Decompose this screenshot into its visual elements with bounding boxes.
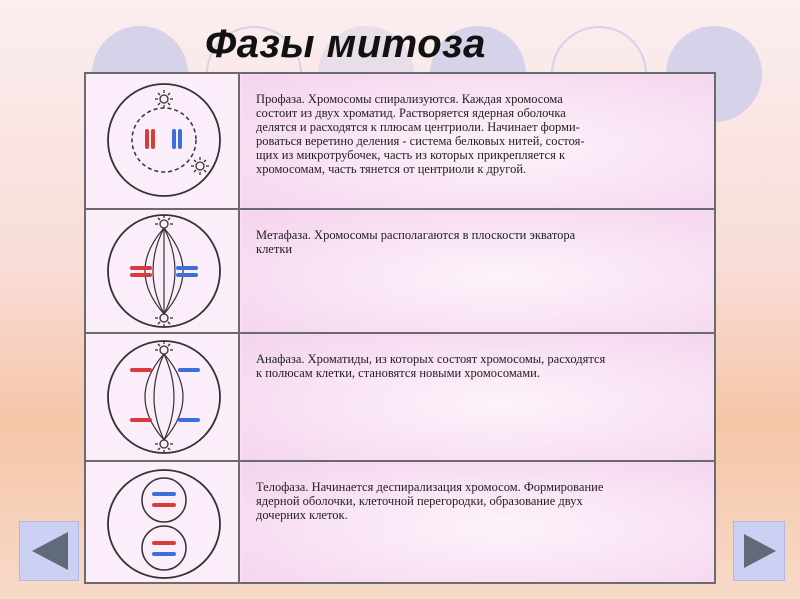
chromosome-red [152, 541, 176, 545]
cell-membrane [108, 470, 220, 578]
chromosome-blue [172, 129, 176, 149]
centriole-icon [155, 215, 173, 228]
centriole-icon [155, 440, 173, 453]
anaphase-diagram [86, 334, 240, 460]
centriole-icon [155, 314, 173, 327]
phase-description [242, 334, 714, 460]
cell-membrane [108, 84, 220, 196]
chromatid-red [130, 368, 152, 372]
nuclear-envelope [132, 108, 196, 172]
prophase-diagram [86, 74, 240, 208]
chromosome-blue [178, 129, 182, 149]
triangle-left-icon [20, 522, 78, 580]
telophase-text: Телофаза. Начинается деспирализация хромосом. Формирование ядерной оболочки, клеточной перегородки, образование двух дочерних клеток. [256, 480, 604, 522]
previous-slide-button[interactable] [19, 521, 79, 581]
triangle-right-icon [734, 522, 784, 580]
centriole-icon [191, 157, 209, 175]
mitosis-phases-table [84, 72, 716, 584]
chromatid-red [130, 418, 152, 422]
phase-row-metaphase [86, 210, 714, 334]
anaphase-text: Анафаза. Хроматиды, из которых состоят хромосомы, расходятся к полюсам клетки, становятся новыми хромосомами. [256, 352, 606, 380]
chromatid-blue [178, 418, 200, 422]
chromosome-red [151, 129, 155, 149]
daughter-nucleus [142, 478, 186, 522]
page-title: Фазы митоза [205, 22, 486, 66]
cell-membrane [108, 341, 220, 453]
phase-description [242, 74, 714, 208]
daughter-nucleus [142, 526, 186, 570]
next-slide-button[interactable] [733, 521, 785, 581]
spindle-fibers [145, 228, 183, 314]
phase-row-prophase [86, 74, 714, 210]
chromosome-red [130, 266, 152, 270]
phase-row-anaphase [86, 334, 714, 462]
phase-description [242, 462, 714, 582]
phase-description [242, 210, 714, 332]
chromosome-red [130, 273, 152, 277]
phase-row-telophase [86, 462, 714, 582]
centriole-icon [155, 341, 173, 354]
metaphase-text: Метафаза. Хромосомы располагаются в плоскости экватора клетки [256, 228, 576, 256]
chromatid-blue [178, 368, 200, 372]
metaphase-diagram [86, 210, 240, 332]
telophase-diagram [86, 462, 240, 582]
spindle-fibers [145, 354, 183, 440]
chromosome-blue [152, 492, 176, 496]
chromosome-blue [176, 273, 198, 277]
chromosome-red [152, 503, 176, 507]
chromosome-blue [176, 266, 198, 270]
chromosome-red [145, 129, 149, 149]
chromosome-blue [152, 552, 176, 556]
prophase-text: Профаза. Хромосомы спирализуются. Каждая хромосома состоит из двух хроматид. Растворяется ядерная оболочка делятся и расходятся к плюсам центриоли. Начинает форми- роваться веретино деления - система белковых нитей, состоя- щих из микротрубочек, часть из которых прикрепляется к хромосомам, часть тянется от центриоли к другой. [256, 92, 585, 176]
centriole-icon [155, 90, 173, 108]
